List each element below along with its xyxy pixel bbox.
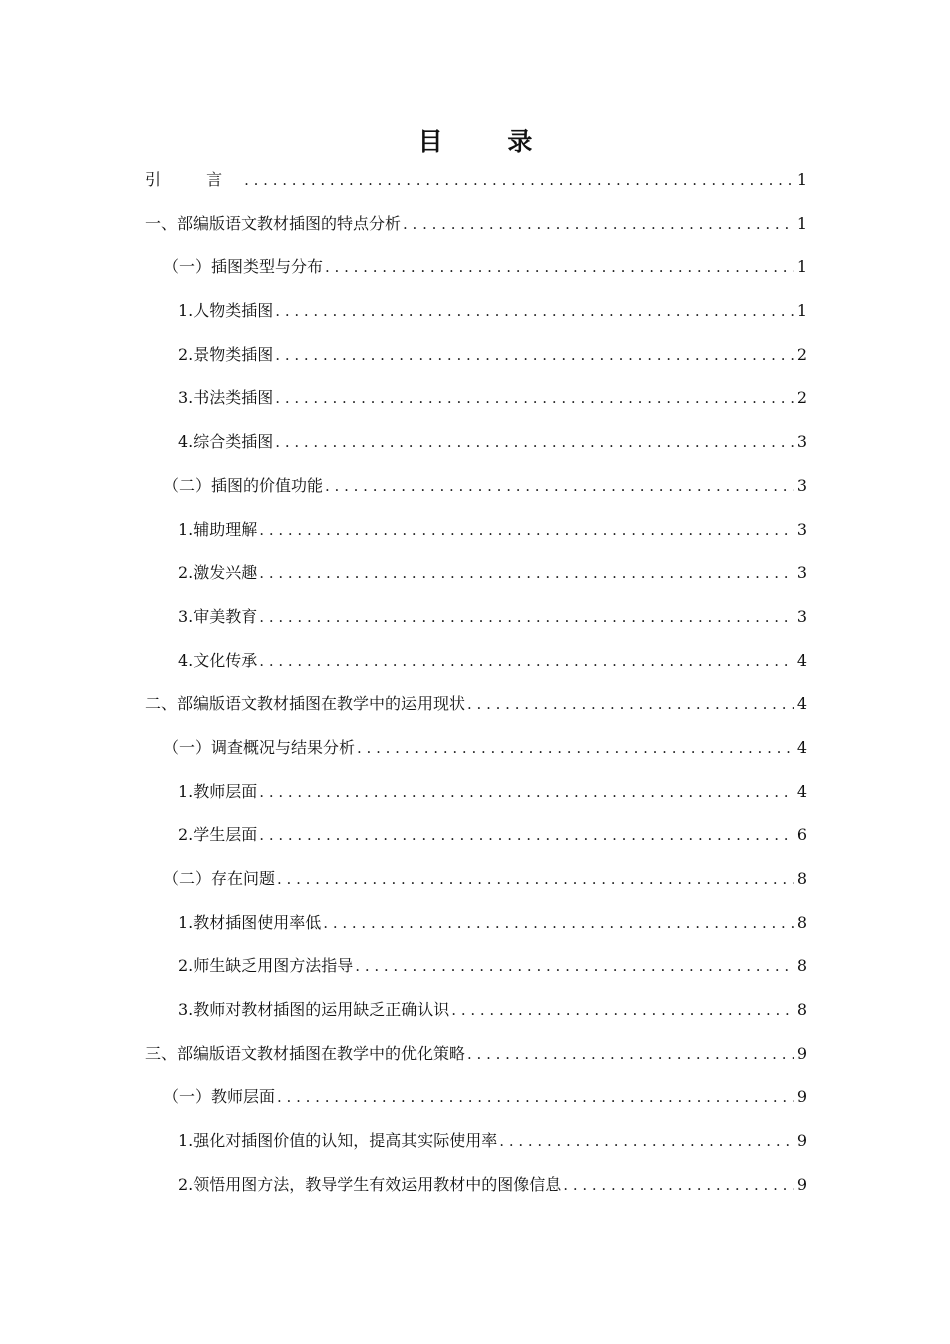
toc-entry-page: 4 (796, 737, 807, 757)
toc-entry-label: （二）插图的价值功能 (163, 475, 324, 495)
toc-entry[interactable] (0, 819, 950, 863)
toc-entry-label: 1.人物类插图 (178, 301, 274, 321)
toc-entry[interactable] (0, 776, 950, 820)
toc-entry-label: 2.领悟用图方法，教导学生有效运用教材中的图像信息 (178, 1174, 562, 1194)
toc-entry[interactable] (0, 907, 950, 951)
toc-dot-leader (563, 1169, 794, 1201)
toc-entry-page: 1 (796, 301, 807, 321)
toc-entry-label: 引 言 (145, 170, 243, 189)
toc-entry-label: 1.教师层面 (178, 781, 258, 801)
toc-dot-leader (259, 514, 794, 546)
toc-entry-page: 2 (796, 344, 807, 364)
toc-entry-label: 二、部编版语文教材插图在教学中的运用现状 (145, 694, 466, 714)
toc-entry[interactable] (0, 1125, 950, 1169)
toc-entry-label: 1.教材插图使用率低 (178, 912, 322, 932)
toc-dot-leader (244, 164, 794, 196)
toc-entry-page: 1 (796, 257, 807, 277)
toc-entry[interactable] (0, 251, 950, 295)
toc-dot-leader (323, 907, 794, 939)
toc-dot-leader (467, 1038, 794, 1070)
toc-entry[interactable] (0, 208, 950, 252)
toc-entry[interactable] (0, 164, 950, 208)
toc-dot-leader (451, 994, 794, 1026)
toc-entry-label: 1.辅助理解 (178, 519, 258, 539)
toc-entry-page: 3 (796, 475, 807, 495)
toc-entry-page: 3 (796, 606, 807, 626)
toc-entry-page: 9 (796, 1043, 807, 1063)
toc-entry-page: 8 (796, 956, 807, 976)
toc-entry-label: 4.综合类插图 (178, 432, 274, 452)
toc-dot-leader (259, 557, 794, 589)
toc-dot-leader (403, 208, 794, 240)
toc-dot-leader (325, 470, 794, 502)
toc-entry-label: 一、部编版语文教材插图的特点分析 (145, 213, 402, 233)
toc-entry-label: 2.学生层面 (178, 825, 258, 845)
toc-entry-label: 3.书法类插图 (178, 388, 274, 408)
toc-entry[interactable] (0, 994, 950, 1038)
toc-dot-leader (259, 601, 794, 633)
toc-entry[interactable] (0, 514, 950, 558)
toc-entry-page: 9 (796, 1131, 807, 1151)
toc-entry[interactable] (0, 645, 950, 689)
toc-entry[interactable] (0, 688, 950, 732)
toc-dot-leader (275, 382, 794, 414)
toc-dot-leader (275, 295, 794, 327)
toc-entry-label: 2.激发兴趣 (178, 563, 258, 583)
toc-entry[interactable] (0, 470, 950, 514)
toc-entry[interactable] (0, 1038, 950, 1082)
toc-dot-leader (355, 950, 794, 982)
toc-entry[interactable] (0, 1081, 950, 1125)
toc-entry[interactable] (0, 295, 950, 339)
toc-entry-page: 8 (796, 869, 807, 888)
toc-entry[interactable] (0, 1169, 950, 1213)
toc-entry-page: 1 (796, 170, 807, 189)
toc-dot-leader (275, 339, 794, 371)
toc-entry[interactable] (0, 426, 950, 470)
toc-title: 目 录 (417, 127, 561, 156)
toc-entry[interactable] (0, 557, 950, 601)
toc-entry-page: 8 (796, 912, 807, 932)
toc-entry-page: 3 (796, 432, 807, 452)
toc-entry-page: 1 (796, 213, 807, 233)
toc-entry-label: 3.审美教育 (178, 606, 258, 626)
toc-dot-leader (259, 776, 794, 808)
toc-entry[interactable] (0, 950, 950, 994)
toc-entry-page: 3 (796, 563, 807, 583)
toc-dot-leader (277, 863, 794, 895)
toc-entry-label: 2.师生缺乏用图方法指导 (178, 956, 354, 976)
toc-entry[interactable] (0, 339, 950, 383)
toc-dot-leader (357, 732, 794, 764)
toc-entry-page: 4 (796, 781, 807, 801)
toc-entry[interactable] (0, 732, 950, 776)
toc-entry-label: （一）调查概况与结果分析 (163, 737, 356, 757)
toc-dot-leader (277, 1081, 794, 1113)
toc-dot-leader (325, 251, 794, 283)
toc-entry-label: 4.文化传承 (178, 650, 258, 670)
toc-entry-page: 4 (796, 694, 807, 714)
toc-dot-leader (259, 819, 794, 851)
toc-entry-page: 3 (796, 519, 807, 539)
toc-entry[interactable] (0, 863, 950, 907)
toc-dot-leader (499, 1125, 794, 1157)
toc-entry-label: （二）存在问题 (163, 869, 276, 888)
toc-entry-label: （一）插图类型与分布 (163, 257, 324, 277)
toc-entry-page: 2 (796, 388, 807, 408)
toc-entry[interactable] (0, 601, 950, 645)
toc-entry-page: 9 (796, 1087, 807, 1107)
toc-entry-page: 8 (796, 1000, 807, 1020)
toc-entry-page: 6 (796, 825, 807, 845)
toc-dot-leader (275, 426, 794, 458)
toc-dot-leader (259, 645, 794, 677)
toc-entry[interactable] (0, 382, 950, 426)
toc-dot-leader (467, 688, 794, 720)
toc-entry-page: 4 (796, 650, 807, 670)
toc-entry-label: 三、部编版语文教材插图在教学中的优化策略 (145, 1043, 466, 1063)
toc-list (0, 164, 950, 1213)
toc-entry-page: 9 (796, 1174, 807, 1194)
toc-entry-label: （一）教师层面 (163, 1087, 276, 1107)
toc-entry-label: 2.景物类插图 (178, 344, 274, 364)
toc-entry-label: 3.教师对教材插图的运用缺乏正确认识 (178, 1000, 450, 1020)
toc-entry-label: 1.强化对插图价值的认知，提高其实际使用率 (178, 1131, 498, 1151)
